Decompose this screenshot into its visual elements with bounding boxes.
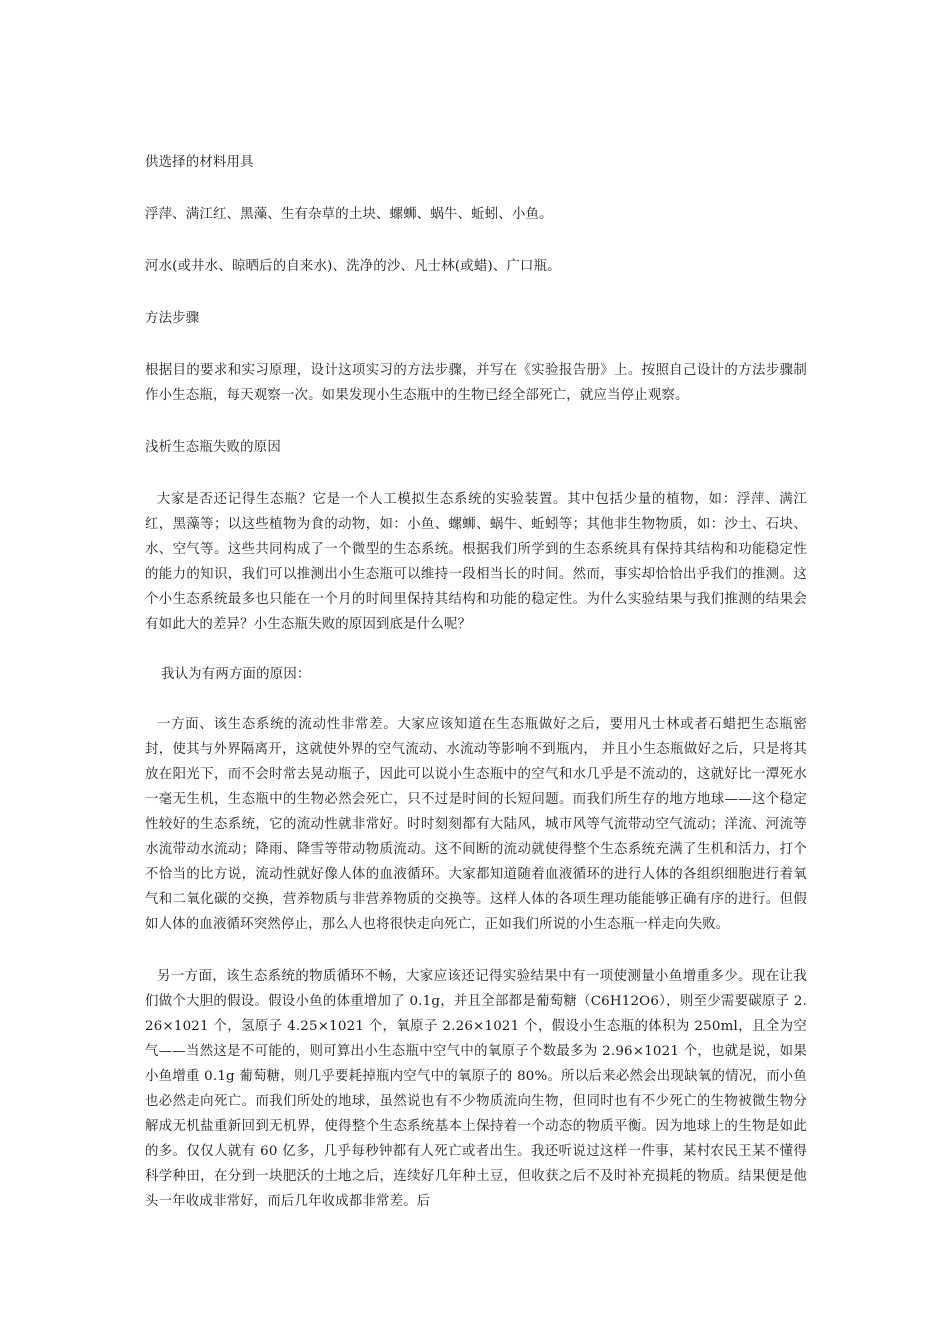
paragraph-intro: 大家是否还记得生态瓶？它是一个人工模拟生态系统的实验装置。其中包括少量的植物，如：浮萍、满江红，黑藻等；以这些植物为食的动物，如：小鱼、螺蛳、蜗牛、蚯蚓等；其他非生物物质，如：沙土、石块、水、空气等。这些共同构成了一个微型的生态系统。根据我们所学到的生态系统具有保持其结构和功能稳定性的能力的知识，我们可以推测出小生态瓶可以维持一段相当长的时间。然而，事实却恰恰出乎我们的推测。这个小生态系统最多也只能在一个月的时间里保持其结构和功能的稳定性。为什么实验结果与我们推测的结果会有如此大的差异？小生态瓶失败的原因到底是什么呢？ [145,492,807,632]
paragraph-reason-flow: 一方面、该生态系统的流动性非常差。大家应该知道在生态瓶做好之后，要用凡士林或者石蜡把生态瓶密封，使其与外界隔离开，这就使外界的空气流动、水流动等影响不到瓶内， 并且小生态瓶做好之后，只是将其放在阳光下，而不会时常去晃动瓶子，因此可以说小生态瓶中的空气和水几乎是不流动的，这就好比一潭死水一毫无生机，生态瓶中的生物必然会死亡，只不过是时间的长短问题。而我们所生存的地方地球——这个稳定性较好的生态系统，它的流动性就非常好。时时刻刻都有大陆风，城市风等气流带动空气流动；洋流、河流等水流带动水流动；降雨、降雪等带动物质流动。这不间断的流动就使得整个生态系统充满了生机和活力，打个不恰当的比方说，流动性就好像人体的血液循环。大家都知道随着血液循环的进行人体的各组织细胞进行着氧气和二氧化碳的交换，营养物质与非营养物质的交换等。这样人体的各项生理功能能够正确有序的进行。但假如人体的血液循环突然停止，那么人也将很快走向死亡，正如我们所说的小生态瓶一样走向失败。 [145,717,807,932]
paragraph-reason-cycle: 另一方面，该生态系统的物质循环不畅，大家应该还记得实验结果中有一项使测量小鱼增重多少。现在让我们做个大胆的假设。假设小鱼的体重增加了 0.1g，并且全部都是葡萄糖（C6H12O6），则至少需要碳原子 2.26×1021 个，氢原子 4.25×1021 个，氧原子 2.26×1021 个，假设小生态瓶的体积为 250ml，且全为空气——当然这是不可能的，则可算出小生态瓶中空气中的氧原子个数最多为 2.96×1021 个，也就是说，如果小鱼增重 0.1g 葡萄糖，则几乎要耗掉瓶内空气中的氧原子的 80%。所以后来必然会出现缺氧的情况，而小鱼也必然走向死亡。而我们所处的地球，虽然说也有不少物质流向生物，但同时也有不少死亡的生物被微生物分解成无机盐重新回到无机界，使得整个生态系统基本上保持着一个动态的物质平衡。因为地球上的生物是如此的多。仅仅人就有 60 亿多，几乎每秒钟都有人死亡或者出生。我还听说过这样一件事，某村农民王某不懂得科学种田，在分到一块肥沃的土地之后，连续好几年种土豆，但收获之后不及时补充损耗的物质。结果便是他头一年收成非常好，而后几年收成都非常差。后 [145,969,807,1209]
document-page [145,150,807,1214]
paragraph-supplies: 河水(或井水、晾晒后的自来水)、洗净的沙、凡士林(或蜡)、广口瓶。 [145,259,561,274]
paragraph-organisms: 浮萍、满江红、黑藻、生有杂草的土块、螺蛳、蜗牛、蚯蚓、小鱼。 [145,207,553,222]
paragraph-two-reasons: 我认为有两方面的原因： [161,667,311,682]
heading-analysis: 浅析生态瓶失败的原因 [145,440,281,455]
paragraph-method: 根据目的要求和实习原理，设计这项实习的方法步骤，并写在《实验报告册》上。按照自己设计的方法步骤制作小生态瓶，每天观察一次。如果发现小生态瓶中的生物已经全部死亡，就应当停止观察。 [145,363,807,403]
heading-method: 方法步骤 [145,311,200,326]
heading-materials: 供选择的材料用具 [145,155,254,170]
